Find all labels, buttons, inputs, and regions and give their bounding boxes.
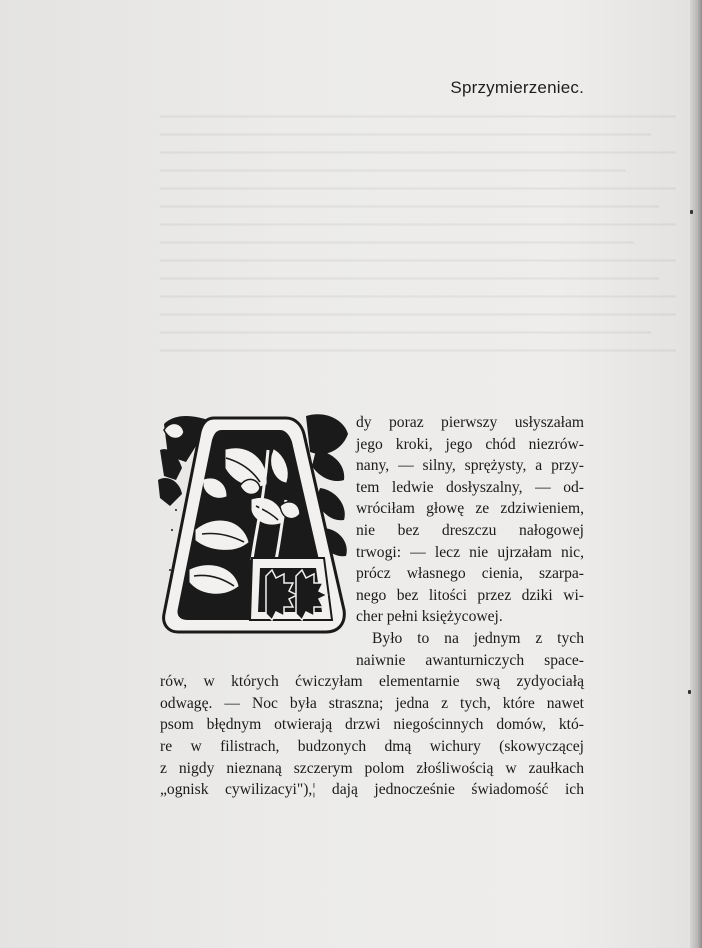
text-line: rów, w których ćwiczyłam elementarnie swą zydyociałą (160, 673, 584, 691)
bleed-through-texture: ━━━━━━━━━━━━━━━━━━━━━━━━━━━━━━━━━━━━━━━━━━━━━━━━━━━━━━━━━━━━━━ ━━━━━━━━━━━━━━━━━━━━━━━━━━━━━━━━━━━━━━━━━━━━━━━━━━━━━━━━━━━ ━━━━━━━━━━━━━━━━━━━━━━━━━━━━━━━━━━━━━━━━━━━━━━━━━━━━━━━━━━━━━━ ━━━━━━━━━━━━━━━━━━━━━━━━━━━━━━━━━━━━━━━━━━━━━━━━━━━━━━━━ ━━━━━━━━━━━━━━━━━━━━━━━━━━━━━━━━━━━━━━━━━━━━━━━━━━━━━━━━━━━━━━ ━━━━━━━━━━━━━━━━━━━━━━━━━━━━━━━━━━━━━━━━━━━━━━━━━━━━━━━━━━━━ ━━━━━━━━━━━━━━━━━━━━━━━━━━━━━━━━━━━━━━━━━━━━━━━━━━━━━━━━━━━━━━ ━━━━━━━━━━━━━━━━━━━━━━━━━━━━━━━━━━━━━━━━━━━━━━━━━━━━━━━━━ ━━━━━━━━━━━━━━━━━━━━━━━━━━━━━━━━━━━━━━━━━━━━━━━━━━━━━━━━━━━━━━ ━━━━━━━━━━━━━━━━━━━━━━━━━━━━━━━━━━━━━━━━━━━━━━━━━━━━━━━━━━━━ ━━━━━━━━━━━━━━━━━━━━━━━━━━━━━━━━━━━━━━━━━━━━━━━━━━━━━━━━━━━━━━ ━━━━━━━━━━━━━━━━━━━━━━━━━━━━━━━━━━━━━━━━━━━━━━━━━━━━━━━━━━━━━━ ━━━━━━━━━━━━━━━━━━━━━━━━━━━━━━━━━━━━━━━━━━━━━━━━━━━━━━━━━━━ ━━━━━━━━━━━━━━━━━━━━━━━━━━━━━━━━━━━━━━━━━━━━━━━━━━━━━━━━━━━━━━ (160, 109, 677, 358)
ink-speck (690, 210, 693, 214)
text-line: Było to na jednym z tych (372, 629, 584, 647)
text-line: prócz własnego cienia, szarpa- (356, 565, 584, 583)
text-line: trwogi: — lecz nie ujrzałam nic, (356, 543, 584, 561)
text-line: nego bez litości przez dziki wi- (356, 586, 584, 604)
text-line: nany, — silny, sprężysty, a przy- (356, 457, 584, 475)
text-line: dy poraz pierwszy usłyszałam (356, 414, 584, 431)
text-line: z nigdy nieznaną szczerym polom złośliwością w zaułkach (160, 759, 584, 777)
ink-speck (688, 690, 691, 694)
text-line: nie bez dreszczu nałogowej (356, 521, 584, 539)
text-line: psom błędnym otwierają drzwi niegościnnych domów, któ- (160, 716, 584, 734)
text-line: tem ledwie dosłyszalny, — od- (356, 478, 584, 496)
text-line: odwagę. — Noc była straszna; jedna z tych, które nawet (160, 694, 584, 712)
text-line: wróciłam głowę ze zdziwieniem, (356, 500, 584, 518)
text-line-last: cher pełni księżycowej. (356, 608, 503, 626)
running-head-title: Sprzymierzeniec. (450, 78, 584, 97)
text-line: jego kroki, jego chód niezrów- (356, 435, 584, 453)
text-line: „ognisk cywilizacyi"),¦ dają jednocześnie świadomość ich (160, 781, 584, 799)
text-line: re w filistrach, budzonych dmą wichury (skowyczącej (160, 737, 584, 755)
book-spine-edge (690, 0, 702, 948)
text-line: naiwnie awanturniczych space- (356, 651, 584, 669)
body-text (160, 412, 584, 801)
